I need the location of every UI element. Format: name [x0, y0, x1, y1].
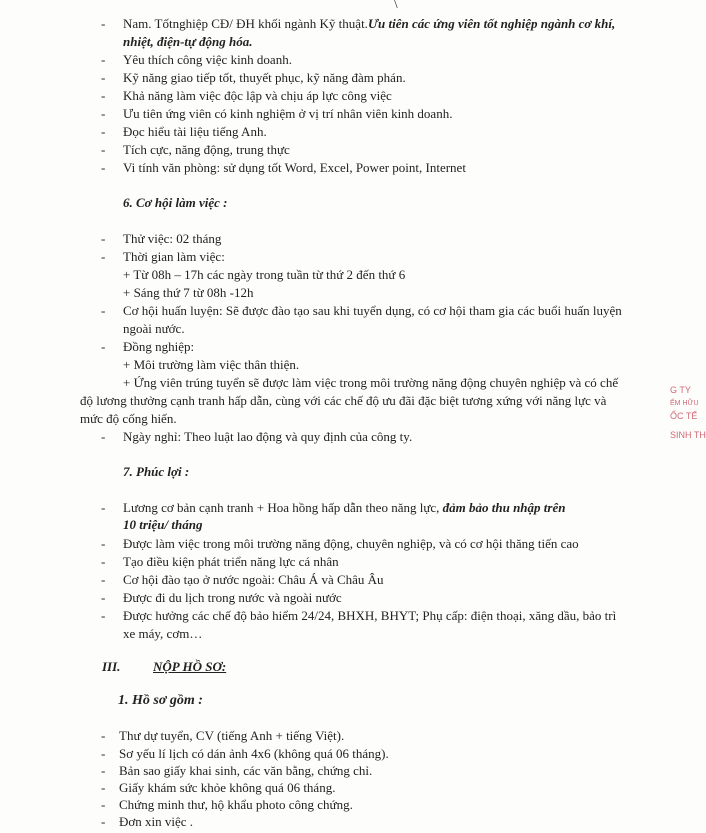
bullet-dash: -: [101, 746, 106, 761]
requirement-item: Đọc hiểu tài liệu tiếng Anh.: [123, 124, 267, 139]
insurance-text: Được hưởng các chế độ bảo hiểm 24/24, BHXH, BHYT; Phụ cấp: điện thoại, xăng dầu, bảo trì: [123, 608, 617, 623]
hours-label: Thời gian làm việc:: [123, 249, 225, 264]
bullet-dash: -: [101, 572, 106, 587]
bullet-dash: -: [101, 88, 106, 103]
bullet-dash: -: [101, 106, 106, 121]
benefit-item: Được làm việc trong môi trường năng động, chuyên nghiệp, và có cơ hội thăng tiến cao: [123, 536, 579, 551]
document-item: Chứng minh thư, hộ khẩu photo công chứng.: [119, 797, 353, 812]
bullet-dash: -: [101, 160, 106, 175]
company-stamp: [670, 384, 704, 454]
stamp-line: ẾM HỮU: [670, 400, 699, 407]
colleagues-benefit-end: mức độ cống hiến.: [80, 411, 177, 426]
colleagues-benefit-cont: độ lương thưởng cạnh tranh hấp dẫn, cùng với các chế độ ưu đãi đặc biệt tương xứng với năng lực và: [80, 393, 607, 408]
bullet-dash: -: [101, 728, 106, 743]
hours-saturday: + Sáng thứ 7 từ 08h -12h: [123, 285, 254, 300]
bullet-dash: -: [101, 249, 106, 264]
bullet-dash: -: [101, 554, 106, 569]
stamp-line: SINH TH: [670, 430, 706, 440]
hours-weekday: + Từ 08h – 17h các ngày trong tuần từ thứ 2 đến thứ 6: [123, 267, 406, 282]
section-iii-title-text: NỘP HỒ SƠ:: [153, 659, 227, 674]
bullet-dash: -: [101, 608, 106, 623]
requirement-item: Yêu thích công việc kinh doanh.: [123, 52, 292, 67]
bullet-dash: -: [101, 590, 106, 605]
requirement-plain: Nam. Tốtnghiệp CĐ/ ĐH khối ngành Kỹ thuật.: [123, 16, 368, 31]
requirement-item: [123, 16, 615, 32]
bullet-dash: -: [101, 339, 106, 354]
document-item: Thư dự tuyển, CV (tiếng Anh + tiếng Việt).: [119, 728, 345, 743]
document-item: Bản sao giấy khai sinh, các văn bằng, chứng chỉ.: [119, 763, 373, 778]
requirement-item: Kỹ năng giao tiếp tốt, thuyết phục, kỹ năng đàm phán.: [123, 70, 406, 85]
section-6-heading: 6. Cơ hội làm việc :: [123, 195, 228, 210]
stamp-line: G TY: [670, 385, 691, 395]
bullet-dash: -: [101, 16, 106, 31]
requirement-emphasis: Ưu tiên các ứng viên tốt nghiệp ngành cơ khí,: [367, 16, 616, 31]
bullet-dash: -: [101, 124, 106, 139]
colleagues-friendly: + Môi trường làm việc thân thiện.: [123, 357, 300, 372]
bullet-dash: -: [101, 231, 106, 246]
salary-emphasis: đảm bảo thu nhập trên: [442, 500, 566, 515]
bullet-dash: -: [101, 814, 106, 829]
requirement-item: Vi tính văn phòng: sử dụng tốt Word, Excel, Power point, Internet: [123, 160, 466, 175]
document-item: Sơ yếu lí lịch có dán ảnh 4x6 (không quá 06 tháng).: [119, 746, 389, 761]
stamp-line: ỐC TẾ: [670, 411, 698, 421]
salary-emphasis-cont: 10 triệu/ tháng: [123, 517, 203, 532]
top-mark: \: [394, 0, 398, 11]
document-item: Giấy khám sức khỏe không quá 06 tháng.: [119, 780, 336, 795]
training-text-cont: ngoài nước.: [123, 321, 185, 336]
benefit-item: Được đi du lịch trong nước và ngoài nước: [123, 590, 342, 605]
training-text: Cơ hội huấn luyện: Sẽ được đào tạo sau khi tuyển dụng, có cơ hội tham gia các buổi huấn luyện: [123, 303, 622, 318]
section-iii-number: III.: [102, 659, 121, 674]
section-iii-title: [153, 659, 226, 675]
requirement-item: Tích cực, năng động, trung thực: [123, 142, 290, 157]
colleagues-label: Đồng nghiệp:: [123, 339, 195, 354]
bullet-dash: -: [101, 536, 106, 551]
bullet-dash: -: [101, 797, 106, 812]
bullet-dash: -: [101, 303, 106, 318]
colleagues-benefit: + Ứng viên trúng tuyển sẽ được làm việc trong môi trường năng động chuyên nghiệp và có chế: [123, 375, 619, 390]
insurance-text-cont: xe máy, cơm…: [123, 626, 203, 641]
requirement-emphasis-cont: nhiệt, điện-tự động hóa.: [123, 34, 253, 49]
bullet-dash: -: [101, 142, 106, 157]
requirement-item: Ưu tiên ứng viên có kinh nghiệm ở vị trí nhân viên kinh doanh.: [123, 106, 453, 121]
salary-text: [123, 500, 565, 516]
benefit-item: Tạo điều kiện phát triển năng lực cá nhân: [123, 554, 339, 569]
benefit-item: Cơ hội đào tạo ở nước ngoài: Châu Á và Châu Âu: [123, 572, 384, 587]
bullet-dash: -: [101, 70, 106, 85]
requirement-item: Khả năng làm việc độc lập và chịu áp lực công việc: [123, 88, 392, 103]
salary-plain: Lương cơ bản cạnh tranh + Hoa hồng hấp dẫn theo năng lực,: [123, 500, 443, 515]
probation-text: Thử việc: 02 tháng: [123, 231, 222, 246]
bullet-dash: -: [101, 52, 106, 67]
bullet-dash: -: [101, 500, 106, 515]
documents-heading: 1. Hồ sơ gồm :: [118, 693, 203, 708]
document-item: Đơn xin việc .: [119, 814, 194, 829]
section-7-heading: 7. Phúc lợi :: [123, 464, 190, 479]
bullet-dash: -: [101, 763, 106, 778]
bullet-dash: -: [101, 780, 106, 795]
bullet-dash: -: [101, 429, 106, 444]
leave-text: Ngày nghỉ: Theo luật lao động và quy định của công ty.: [123, 429, 413, 444]
